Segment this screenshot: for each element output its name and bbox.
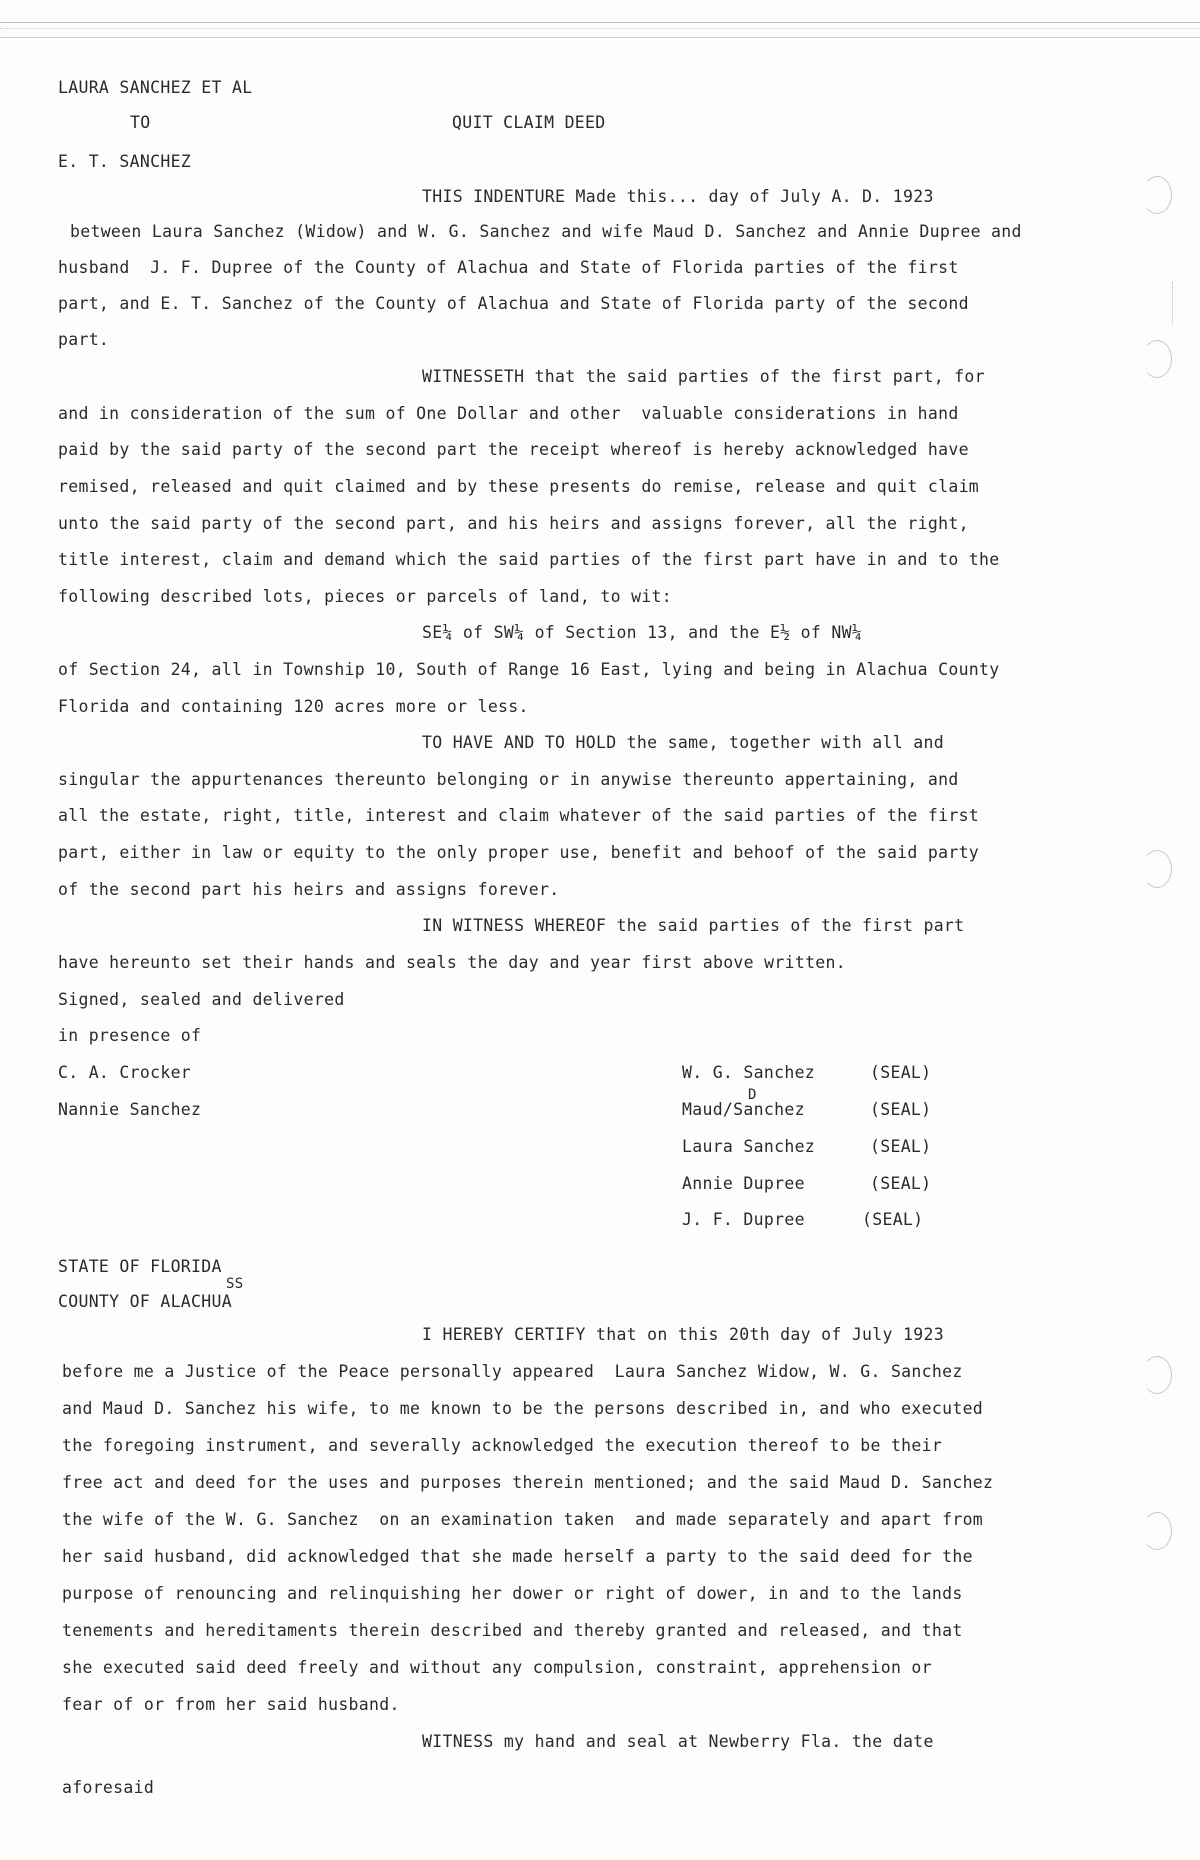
certificate-line: tenements and hereditaments therein described and thereby granted and released, and that (62, 1621, 963, 1640)
deed-line: following described lots, pieces or parcels of land, to wit: (58, 587, 673, 606)
deed-line: title interest, claim and demand which the said parties of the first part have in and to the (58, 550, 1000, 569)
deed-line: part, and E. T. Sanchez of the County of Alachua and State of Florida party of the second (58, 294, 969, 313)
deed-line: between Laura Sanchez (Widow) and W. G. Sanchez and wife Maud D. Sanchez and Annie Dupree and (70, 222, 1022, 241)
seal-label: (SEAL) (862, 1210, 924, 1229)
venue-state: STATE OF FLORIDA (58, 1257, 222, 1276)
deed-line: all the estate, right, title, interest and claim whatever of the said parties of the first (58, 806, 980, 825)
seal-label: (SEAL) (870, 1100, 932, 1119)
deed-line: husband J. F. Dupree of the County of Alachua and State of Florida parties of the first (58, 258, 959, 277)
certificate-line: fear of or from her said husband. (62, 1695, 400, 1714)
seal-label: (SEAL) (870, 1137, 932, 1156)
certificate-line: before me a Justice of the Peace personally appeared Laura Sanchez Widow, W. G. Sanchez (62, 1362, 963, 1381)
binder-hole-icon (1142, 1356, 1172, 1394)
to-label: TO (130, 113, 151, 132)
deed-line: Florida and containing 120 acres more or less. (58, 697, 529, 716)
certificate-line: the wife of the W. G. Sanchez on an examination taken and made separately and apart from (62, 1510, 984, 1529)
deed-line: remised, released and quit claimed and by these presents do remise, release and quit claim (58, 477, 980, 496)
certificate-line: her said husband, did acknowledged that she made herself a party to the said deed for the (62, 1547, 973, 1566)
signatory-name: Maud/Sanchez (682, 1100, 805, 1119)
venue-county: COUNTY OF ALACHUA (58, 1292, 232, 1311)
seal-label: (SEAL) (870, 1063, 932, 1082)
signature-insert: D (748, 1087, 757, 1103)
signatory-name: J. F. Dupree (682, 1210, 805, 1229)
certificate-line: WITNESS my hand and seal at Newberry Fla. the date (422, 1732, 934, 1751)
certificate-line: aforesaid (62, 1778, 155, 1797)
deed-line: Signed, sealed and delivered (58, 990, 345, 1009)
binder-hole-icon (1142, 340, 1172, 378)
deed-line: in presence of (58, 1026, 202, 1045)
margin-mark (1172, 282, 1175, 324)
deed-line: WITNESSETH that the said parties of the first part, for (422, 367, 985, 386)
certificate-line: the foregoing instrument, and severally acknowledged the execution thereof to be their (62, 1436, 943, 1455)
grantor-name: LAURA SANCHEZ ET AL (58, 78, 253, 97)
certificate-line: and Maud D. Sanchez his wife, to me known to be the persons described in, and who executed (62, 1399, 984, 1418)
deed-line: part. (58, 330, 110, 349)
signatory-name: Laura Sanchez (682, 1137, 816, 1156)
binder-hole-icon (1142, 176, 1172, 214)
witness-name: C. A. Crocker (58, 1063, 192, 1082)
top-border-rule (0, 22, 1200, 38)
signatory-name: W. G. Sanchez (682, 1063, 816, 1082)
signatory-name: Annie Dupree (682, 1174, 805, 1193)
deed-line: part, either in law or equity to the only proper use, benefit and behoof of the said party (58, 843, 980, 862)
seal-label: (SEAL) (870, 1174, 932, 1193)
deed-line: have hereunto set their hands and seals the day and year first above written. (58, 953, 847, 972)
certificate-line: free act and deed for the uses and purposes therein mentioned; and the said Maud D. Sanchez (62, 1473, 994, 1492)
deed-line: of the second part his heirs and assigns forever. (58, 880, 560, 899)
deed-line: TO HAVE AND TO HOLD the same, together with all and (422, 733, 944, 752)
land-description: SE¼ of SW¼ of Section 13, and the E½ of NW¼ (422, 623, 863, 642)
deed-line: singular the appurtenances thereunto belonging or in anywise thereunto appertaining, and (58, 770, 959, 789)
deed-line: THIS INDENTURE Made this... day of July A. D. 1923 (422, 187, 934, 206)
binder-hole-icon (1142, 850, 1172, 888)
deed-line: and in consideration of the sum of One Dollar and other valuable considerations in hand (58, 404, 959, 423)
certificate-line: purpose of renouncing and relinquishing her dower or right of dower, in and to the lands (62, 1584, 963, 1603)
document-title: QUIT CLAIM DEED (452, 113, 606, 132)
certificate-line: I HEREBY CERTIFY that on this 20th day of July 1923 (422, 1325, 944, 1344)
deed-line: paid by the said party of the second part the receipt whereof is hereby acknowledged have (58, 440, 969, 459)
grantee-name: E. T. SANCHEZ (58, 152, 192, 171)
deed-line: IN WITNESS WHEREOF the said parties of the first part (422, 916, 965, 935)
venue-ss: SS (226, 1276, 244, 1292)
binder-hole-icon (1142, 1512, 1172, 1550)
certificate-line: she executed said deed freely and without any compulsion, constraint, apprehension or (62, 1658, 932, 1677)
deed-line: unto the said party of the second part, and his heirs and assigns forever, all the right, (58, 514, 969, 533)
deed-line: of Section 24, all in Township 10, South of Range 16 East, lying and being in Alachua County (58, 660, 1000, 679)
witness-name: Nannie Sanchez (58, 1100, 202, 1119)
